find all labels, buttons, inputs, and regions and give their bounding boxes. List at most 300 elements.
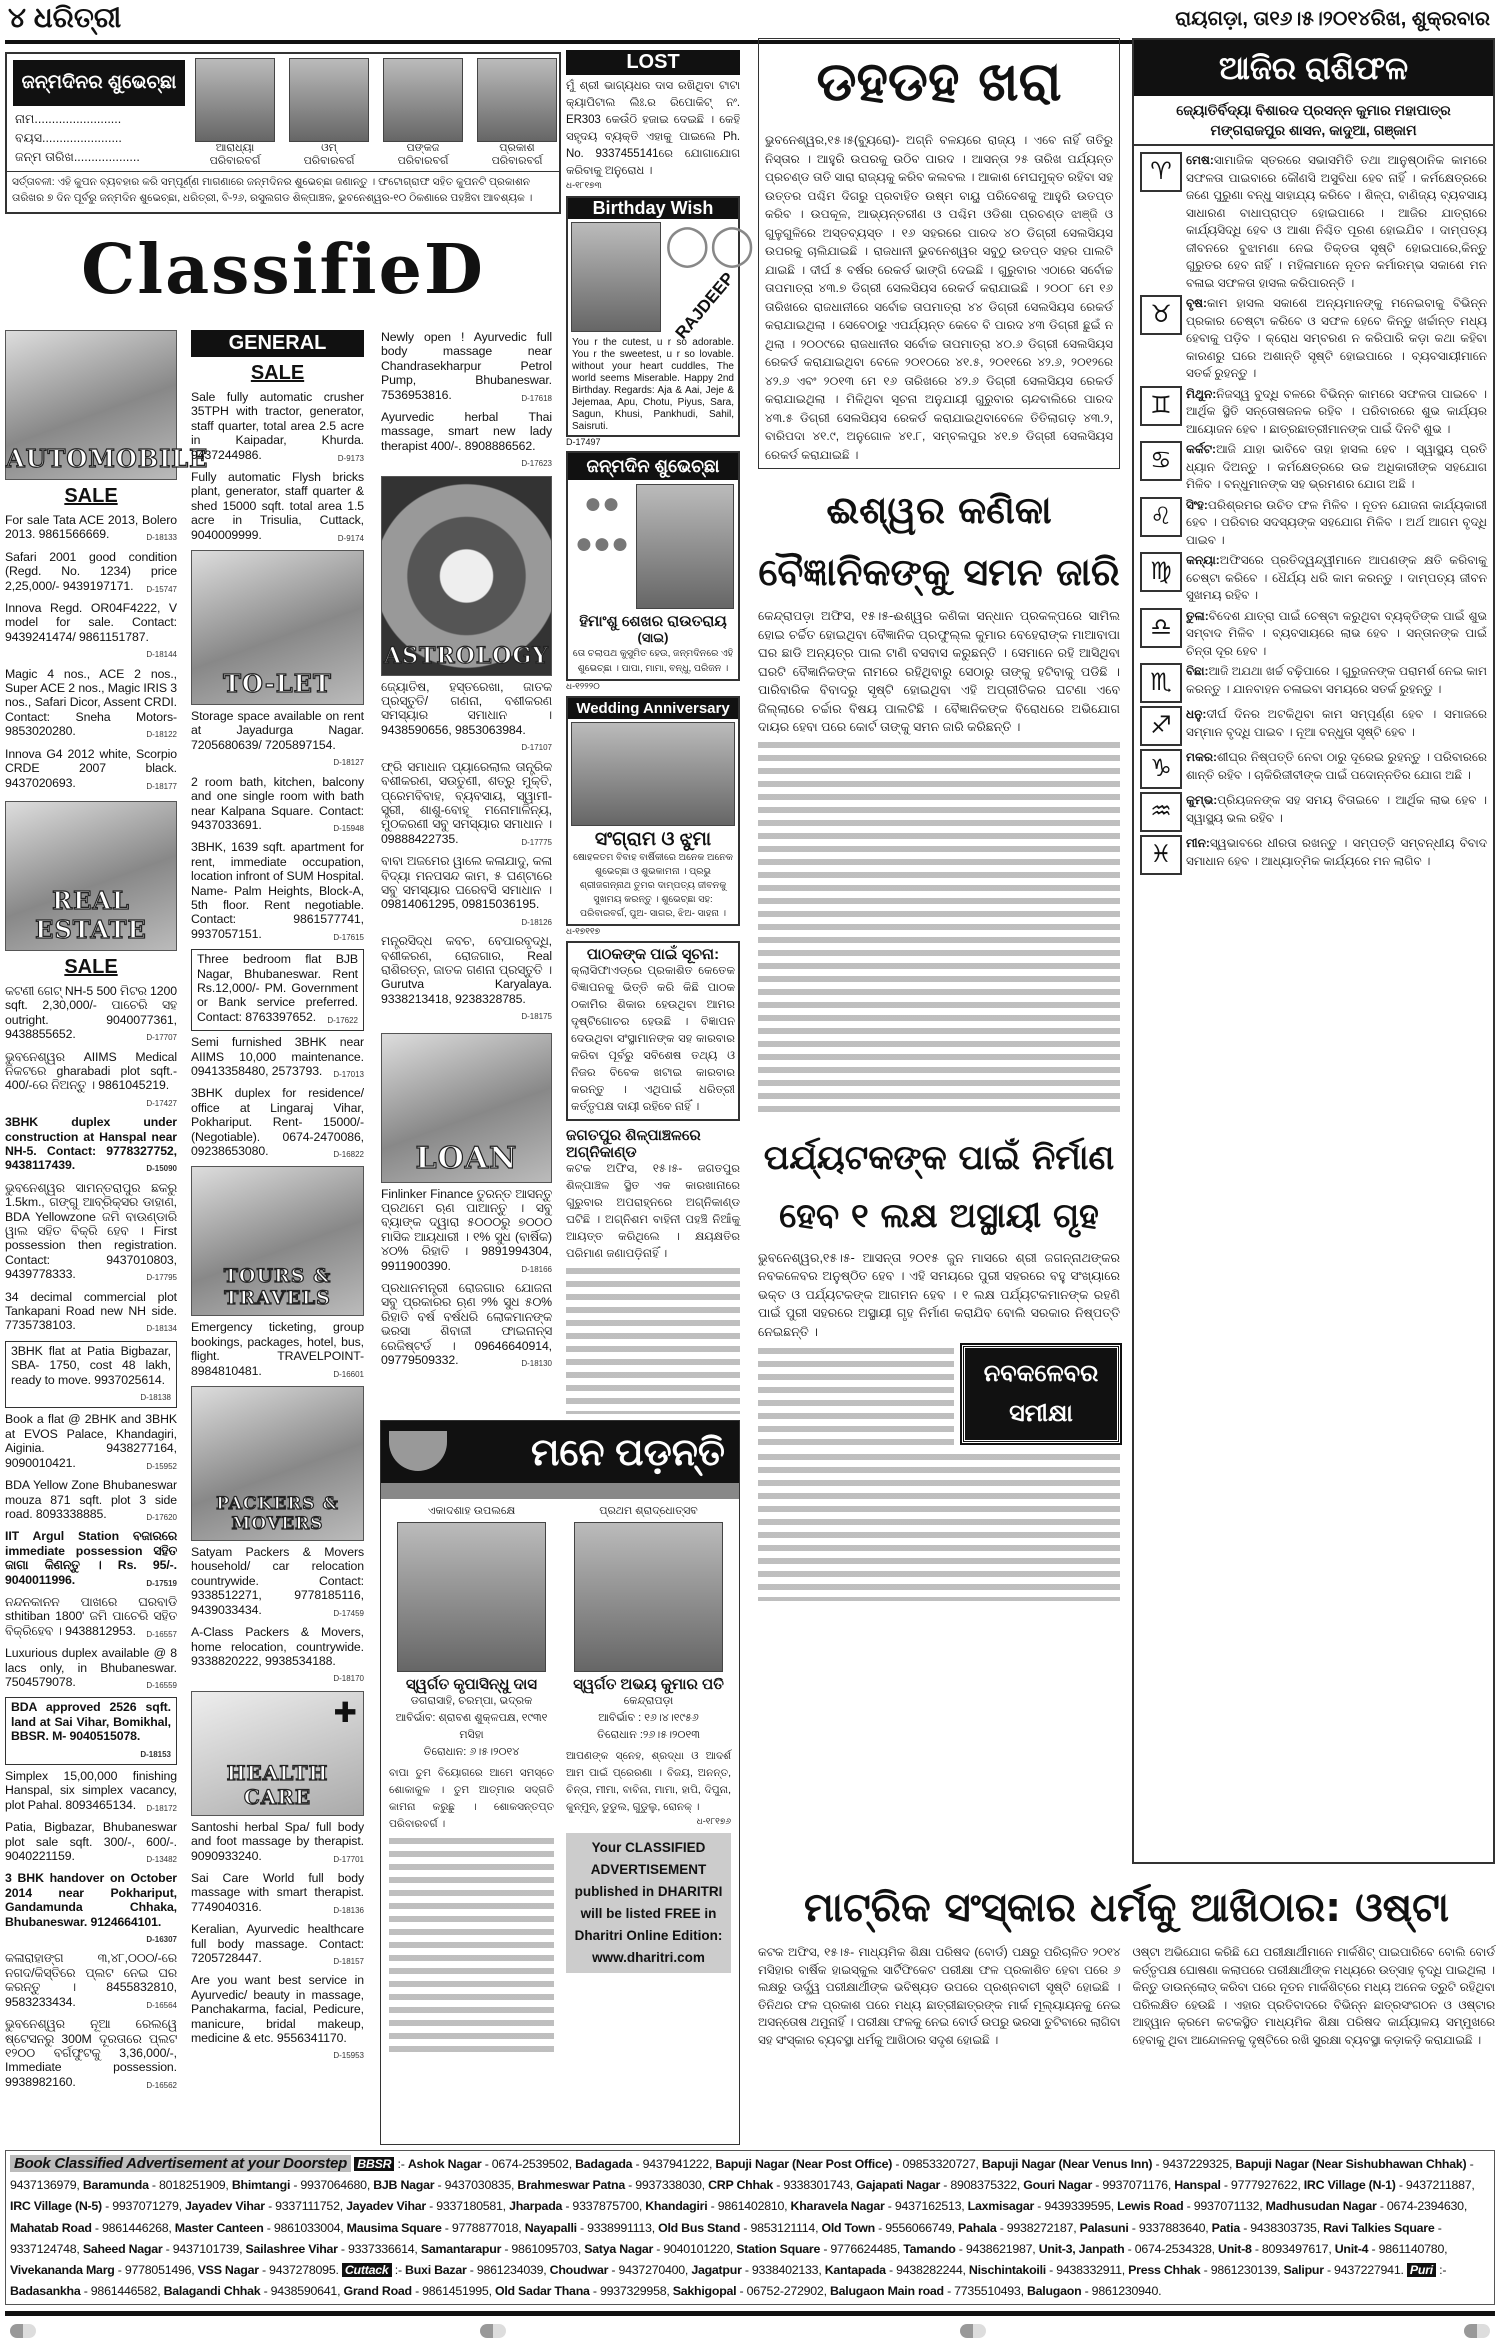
ad-code: D-17618 [521, 393, 552, 403]
ad-code: D-18175 [521, 1012, 552, 1022]
ad-code: D-17459 [333, 1608, 364, 1618]
tourist-housing-article [758, 1129, 1120, 1602]
booking-center-name: Choudwar [549, 2263, 609, 2278]
coupon-name-field[interactable]: ନାମ......................... [15, 112, 122, 126]
automobile-caption: AUTOMOBILE [6, 444, 209, 473]
ad-code: D-16559 [146, 1680, 177, 1690]
booking-center-name: Vivekananda Marg [10, 2263, 115, 2278]
reader-notice [566, 941, 740, 1121]
baby-photo [636, 484, 734, 609]
ad-text: ଭୁବନେଶ୍ୱର ସାମନ୍ତରାପୁର ଛକରୁ 1.5km., ଗଙ୍ଗୁ ଆବ୍ରିକ୍ସର ଡାହାଣ, BDA Yellowzone ଜମି ବାଉଣ୍ଡାରି ୱାଲ ସହିତ ବିକ୍ରି ହେବ । First possession then registration. Contact: 9437010803, 9439778333. [5, 1180, 177, 1282]
notice-title: ପାଠକଙ୍କ ପାଇଁ ସୂଚନା: [586, 946, 720, 963]
booking-center-phone: 9437227941 [1334, 2263, 1401, 2278]
birthday-greeting [566, 451, 740, 681]
booking-center-phone: 9338991113 [587, 2220, 652, 2235]
classified-ad [5, 1181, 177, 1286]
horoscope-entry [1140, 663, 1487, 703]
booking-center-phone: 8093497617 [1261, 2241, 1329, 2256]
booking-center-name: VSS Nagar [197, 2263, 259, 2278]
ad-text: Innova G4 2012 white, Scorpio CRDE 2007 black. 9437020693. [5, 746, 177, 790]
booking-center-name: Samantarapur [420, 2241, 502, 2256]
classified-ad [5, 550, 177, 597]
booking-center-name: Kharavela Nagar [790, 2199, 885, 2214]
ad-text: For sale Tata ACE 2013, Bolero 2013. 9861566669. [5, 513, 177, 542]
booking-center-name: Jharpada [509, 2199, 563, 2214]
packers-image [191, 1386, 364, 1541]
classified-ad [5, 1115, 177, 1177]
booking-center-name: Laxmisagar [967, 2199, 1035, 2214]
birthday-wish-text: You r the cutest, u r so adorable. You r the sweetest, u r so lovable. without your heart cuddles, The world seems Miserable. Happy 2nd Birthday. Regards: Aja & Aai, Jeje & Jejemaa, Apu, Chotu, Piyus, Sara, Sagun, Khusi, Pankhudi, Sahil, Saisruti. [572, 337, 734, 432]
booking-center-name: Balagandi Chhak [163, 2284, 261, 2299]
coupon-terms: ସର୍ତ୍ତାବଳୀ: ଏହି କୁପନ ବ୍ୟବହାର କରି ସମ୍ପୂର୍ଣ୍ଣ ମାଗଣାରେ ଜନ୍ମଦିନର ଶୁଭେଚ୍ଛା ଜଣାନ୍ତୁ । ଫଟୋଗ୍ରାଫ ସହିତ କୁପନଟି ପ୍ରକାଶନ ତାରିଖର ୭ ଦିନ ପୂର୍ବରୁ ଜନ୍ମଦିନ ଶୁଭେଚ୍ଛା, ଧରିତ୍ରୀ, ବି-୨୬, ରସୁଲଗଡ ଶିଳ୍ପାଞ୍ଚଳ, ଭୁବନେଶ୍ୱର-୧୦ ଠିକଣାରେ ପହଞ୍ଚିବା ଆବଶ୍ୟକ । [7, 171, 559, 208]
general-sale-list [191, 390, 364, 546]
classified-ad [381, 1187, 552, 1277]
classified-ad [191, 470, 364, 546]
memorial-person [566, 1505, 731, 2055]
ad-text: Santoshi herbal Spa/ full body and foot massage by therapist. 9090933240. [191, 1819, 364, 1863]
person-family: ପରିବାରବର୍ଗ [397, 155, 449, 167]
classified-ad [381, 934, 552, 1024]
classified-ad [381, 330, 552, 406]
booking-center-name: Saheed Nagar [82, 2241, 163, 2256]
classified-ad [381, 410, 552, 472]
booking-center-name: Old Town [821, 2220, 875, 2235]
booking-center-name: Balugaon [1026, 2284, 1082, 2299]
sign-name: ମକର: [1186, 750, 1217, 764]
booking-center-phone: 8908375322 [950, 2178, 1017, 2193]
ad-text: ଜ୍ୟୋତିଷ, ହସ୍ତରେଖା, ଜାତକ ପ୍ରସ୍ତୁତି/ ଗଣନା, ବଶୀକରଣ ସମସ୍ୟାର ସମାଧାନ । 9438590656, 9853063984. [381, 679, 552, 737]
ad-code: D-17107 [521, 743, 552, 753]
ad-text: Fully automatic Flysh bricks plant, generator, staff quarter & shed 15000 sqft. total area 1.5 acre in Trisulia, Cuttack, 9040009999. [191, 470, 364, 542]
man-photo [574, 1522, 723, 1672]
sign-name: ଧନୁ: [1186, 707, 1207, 721]
memorial-details: ଡଗରାସାହି, ଚରମ୍ପା, ଭଦ୍ରକ ଆବିର୍ଭାବ: ଶ୍ରାବଣ ଶୁକ୍ଳପକ୍ଷ, ୧୯୩୧ ମସିହା ତିରୋଧାନ: ୬।୫।୨୦୧୪ [395, 1695, 548, 1758]
ad-text: BDA approved 2526 sqft. land at Sai Vihar, Bomikhal, BBSR. M- 9040515078. [11, 1700, 171, 1744]
to-let-image [191, 550, 364, 705]
booking-center-phone: 9937338030 [635, 2178, 702, 2193]
booking-center-phone: 9040101220 [663, 2241, 730, 2256]
booking-center-phone: 9556066749 [885, 2220, 952, 2235]
booking-center-name: IRC Village (N-5) [10, 2199, 102, 2214]
horoscope-text [1186, 706, 1487, 746]
ad-text: କଟଣୀ ଗେଟ୍ NH-5 500 ମିଟର 1200 sqft. 2,30,000/- ପାଚେରି ସହ outright. 9040077361, 9438855652. [5, 983, 178, 1042]
coupon-dob-field[interactable]: ଜନ୍ମ ତାରିଖ................... [15, 150, 140, 164]
memorial-text: ଆପଣଙ୍କ ସ୍ନେହ, ଶ୍ରଦ୍ଧା ଓ ଆଦର୍ଶ ଆମ ପାଇଁ ପ୍ରେରଣା । ବିଜୟ, ଅନନ୍ତ, ଚିନ୍ତା, ମୀମା, ବାବିନା, ମାମା, ହାପି, ଦିପୁନା, କୁନ୍‌ମୁନ୍, ଡୁଡୁଲ, ଗୁଡୁଲୁ, ରୋନକ୍ । [566, 1750, 731, 1813]
health-list [191, 1820, 364, 2064]
ad-text: A-Class Packers & Movers, home relocation, countrywide. 9338820222, 9938534188. [191, 1625, 364, 1668]
sign-prediction: ସାମାଜିକ ସ୍ତରରେ ସଭାସମିତି ତଥା ଆନୁଷ୍ଠାନିକ କାମରେ ସଫଳତା ପାଇବାରେ କୌଣସି ଅସୁବିଧା ହେବ ନାହିଁ । କର୍ମକ୍ଷେତ୍ରରେ ଜଣେ ପୁରୁଣା ବନ୍ଧୁ ସାହାଯ୍ୟ କରିବେ । ଶିଳ୍ପ, ବାଣିଜ୍ୟ ବ୍ୟବସାୟ ସାଧାରଣ ବାଧାପ୍ରାପ୍ତ ହୋଇପାରେ । ଆଜିର ଯାତ୍ରାରେ କାର୍ଯ୍ୟସିଦ୍ଧି ହେବ ଓ ଆଶା ନିଶ୍ଚିତ ପୂରଣ ହୋଇଯିବ । ଦାମ୍ପତ୍ୟ ଜୀବନରେ ବୁଝାମଣା ନେଇ ତିକ୍ତତା ସୃଷ୍ଟି ହୋଇପାରେ,କିନ୍ତୁ ଗୁରୁତର ହେବ ନାହିଁ । ମହିଳାମାନେ ନୂତନ କର୍ମାରମ୍ଭ ସକାଶେ ମନ ବଳାଇ ସଫଳତା ହାସଲ କରିପାରନ୍ତି । [1186, 153, 1487, 290]
heat-article [758, 38, 1120, 469]
ad-text: Sale fully automatic crusher 35TPH with tractor, generator, staff quarter, total area 2.5 acre in Kaipadar, Khurda. 9437244986. [191, 390, 364, 462]
classified-ad [191, 1545, 364, 1621]
memorial-section [380, 1420, 740, 2145]
memorial-occasion: ଏକାଦଶାହ ଉପଲକ୍ଷେ [427, 1505, 516, 1517]
page-label: ୪ ଧରିତ୍ରୀ [8, 2, 122, 33]
booking-center-phone: 9937071279 [112, 2199, 179, 2214]
dharitri-link[interactable]: www.dharitri.com [592, 1950, 705, 1965]
ad-code: D-16562 [146, 2080, 177, 2090]
ad-code: D-18127 [333, 758, 364, 768]
birthday-coupon [5, 52, 561, 214]
horoscope-entry [1140, 608, 1487, 661]
ad-code: D-17701 [333, 1854, 364, 1864]
ad-text: ମନ୍ତ୍ରସିଦ୍ଧ କବଚ, ବେପାରବୃଦ୍ଧି, ବଶୀକରଣ, ରୋଜଗାର, Real ରାଶିରତ୍ନ, ଜାତକ ଗଣନା ପ୍ରସ୍ତୁତି । Gurutva Karyalaya. 9338213418, 9238328785. [381, 934, 552, 1006]
memorial-name: ସ୍ୱର୍ଗତ ଅଭୟ କୁମାର ପତି [573, 1676, 724, 1693]
coupon-age-field[interactable]: ବୟସ....................... [15, 131, 122, 145]
booking-center-name: Gouri Nagar [1023, 2178, 1093, 2193]
matric-body-left: କଟକ ଅଫିସ, ୧୫।୫- ମାଧ୍ୟମିକ ଶିକ୍ଷା ପରିଷଦ (ବୋର୍ଡ) ପକ୍ଷରୁ ପରିଚାଳିତ ୨୦୧୪ ମସିହାର ବାର୍ଷିକ ହାଇସ୍କୁଲ ସାର୍ଟିଫିକେଟ ପରୀକ୍ଷା ଫଳ ପ୍ରକାଶିତ ହେବା ପରେ ୬ ଲକ୍ଷରୁ ଊର୍ଦ୍ଧ୍ୱ ପରୀକ୍ଷାର୍ଥୀଙ୍କ ଭବିଷ୍ୟତ ଉପରେ ପ୍ରଶ୍ନବାଚୀ ସୃଷ୍ଟି ହୋଇଛି । ତିନିଥର ଫଳ ପ୍ରକାଶ ପରେ ମଧ୍ୟ ଛାତ୍ରୀଛାତ୍ରଙ୍କ ମାର୍କ ମୂଲ୍ୟାୟନକୁ ନେଇ ଅସନ୍ତୋଷ ଥମୁନାହିଁ । ପରୀକ୍ଷା ଫଳକୁ ନେଇ ବୋର୍ଡ ଉପରୁ ଭରସା ତୁଟିବାରେ ଲାଗିବା ସହ ସଂସ୍କାର ବ୍ୟବସ୍ଥା ଧର୍ମକୁ ଆଖିଠାର ସଦୃଶ ହୋଇଛି । [758, 1945, 1121, 2047]
classified-ad [381, 1281, 552, 1371]
booking-center-phone: 9437278095 [269, 2263, 336, 2278]
couple-photo [571, 722, 735, 826]
horoscope-entry [1140, 497, 1487, 550]
packers-list [191, 1545, 364, 1687]
zodiac-icon: ♒ [1140, 792, 1182, 832]
ad-text: Storage space available on rent at Jayadurga Nagar. 7205680639/ 7205897154. [191, 709, 364, 752]
horoscope-text [1186, 386, 1487, 439]
ad-text: 34 decimal commercial plot Tankapani Road new NH side. 7735738103. [5, 1289, 177, 1333]
ad-code: D-15747 [146, 584, 177, 594]
horoscope-entry [1140, 835, 1487, 875]
ad-text: Luxurious duplex available @ 8 lacs only, in Bhubaneswar. 7504579078. [5, 1646, 177, 1689]
booking-center-phone: 9337124748 [10, 2241, 77, 2256]
person-name: ପ୍ରକାଶ [499, 142, 535, 154]
ad-text: Safari 2001 good condition (Regd. No. 1234) price 2,25,000/- 9439197171. [5, 549, 177, 593]
booking-center-name: Gajapati Nagar [856, 2178, 941, 2193]
ad-text: Emergency ticketing, group bookings, packages, hotel, bus, flight. TRAVELPOINT-8984810481. [191, 1320, 364, 1378]
ad-code: D-15090 [146, 1164, 177, 1174]
loan-image [381, 1033, 552, 1183]
ad-code: D-18126 [521, 917, 552, 927]
memorial-person [389, 1505, 554, 2055]
classified-ad [191, 1625, 364, 1687]
ad-code: D-15952 [146, 1461, 177, 1471]
booking-center-name: Madhusudan Nagar [1265, 2199, 1377, 2214]
sale-heading: SALE [250, 362, 305, 384]
horoscope-title: ଆଜିର ରାଶିଫଳ [1134, 40, 1493, 96]
sign-prediction: ବିଦେଶ ଯାତ୍ରା ପାଇଁ ଚେଷ୍ଟା କରୁଥିବା ବ୍ୟକ୍ତିଙ୍କ ପାଇଁ ଶୁଭ ସମ୍ବାଦ ମିଳିବ । ବ୍ୟବସାୟରେ ଲାଭ ହେବ । ସନ୍ତାନଙ୍କ ପାଇଁ ଚିନ୍ତା ଦୂର ହେବ । [1186, 608, 1487, 658]
astrology-list [381, 680, 552, 1025]
booking-center-phone: 9337875700 [572, 2199, 639, 2214]
ad-text: 3BHK flat at Patia Bigbazar, SBA- 1750, cost 48 lakh, ready to move. 9937025614. [11, 1343, 171, 1387]
astrology-caption: ASTROLOGY [384, 642, 549, 669]
memorial-details: କେନ୍ଦ୍ରାପଡ଼ା ଆବିର୍ଭାବ : ୧୬।୪।୧୯୫୬ ତିରୋଧାନ :୨୬।୫।୨୦୧୩ [597, 1695, 700, 1741]
city-tag: Cuttack [342, 2263, 392, 2277]
diya-icon [389, 1431, 447, 1471]
booking-center-name: Jayadev Vihar [346, 2199, 426, 2214]
tours-caption: TOURS & TRAVELS [223, 1265, 332, 1310]
article-text-continued [566, 1265, 740, 1414]
god-particle-article [758, 479, 1120, 1119]
classified-ad [191, 709, 364, 771]
classified-ad [5, 1595, 177, 1642]
packers-caption: PACKERS & MOVERS [216, 1494, 339, 1535]
horoscope-entry [1140, 749, 1487, 789]
real-estate-image [5, 801, 177, 951]
booking-center-phone: 9937071176 [1102, 2178, 1168, 2193]
classified-ad [381, 680, 552, 756]
ad-code: D-15953 [333, 2051, 364, 2061]
booking-center-name: IRC Village (N-1) [1303, 2178, 1396, 2193]
health-care-image [191, 1691, 364, 1816]
ad-code: D-18138 [140, 1393, 171, 1403]
booking-center-phone: 9437162513 [894, 2199, 962, 2214]
birthday-name: RAJDEEP [671, 268, 738, 343]
child-photo [195, 58, 275, 142]
ad-code: D-17497 [566, 437, 601, 447]
ad-code: D-18136 [333, 1905, 364, 1915]
ad-code: D-13482 [146, 1855, 177, 1865]
classified-ad [5, 1341, 177, 1409]
memorial-text: ବାପା ତୁମ ବିୟୋଗରେ ଆମେ ସମସ୍ତେ ଶୋକାକୁଳ । ତୁମ ଆତ୍ମାର ସଦ୍‌ଗତି କାମନା କରୁଛୁ । ଶୋକସନ୍ତପ୍ତ ପରିବାରବର୍ଗ । [389, 1767, 554, 1830]
booking-center-name: Bapuji Nagar (Near Venus Inn) [981, 2157, 1153, 2171]
horoscope-list [1134, 146, 1493, 884]
booking-center-name: Old Sadar Thana [494, 2284, 590, 2299]
zodiac-icon: ♓ [1140, 835, 1182, 875]
booking-center-name: Balugaon Main road [829, 2284, 944, 2299]
booking-center-phone: 9337883640 [1138, 2220, 1206, 2235]
classified-ad [191, 949, 364, 1031]
ad-code: D-17623 [521, 459, 552, 469]
booking-center-name: Hanspal [1174, 2178, 1221, 2193]
booking-center-name: Sakhigopal [672, 2284, 737, 2299]
ad-code: D-16601 [333, 1369, 364, 1379]
person-family: ପରିବାରବର୍ଗ [491, 155, 543, 167]
sign-name: ସିଂହ: [1186, 497, 1208, 512]
horoscope-byline: ଜ୍ୟୋତିର୍ବିଦ୍ୟା ବିଶାରଦ ପ୍ରସନ୍ନ କୁମାର ମହାପାତ୍ର ମଙ୍ଗରାଜପୁର ଶାସନ, କାଦୁଆ, ଗଞ୍ଜାମ [1134, 96, 1493, 146]
ad-text: Satyam Packers & Movers household/ car relocation countrywide. Contact: 9338512271, 9778185116, 9439033434. [191, 1545, 364, 1617]
sign-name: ମେଷ: [1186, 153, 1214, 167]
ad-code: D-18172 [146, 1803, 177, 1813]
booking-center-name: Baramunda [82, 2178, 149, 2193]
horoscope-entry [1140, 552, 1487, 605]
man-photo [383, 58, 463, 142]
horoscope-text [1186, 552, 1487, 605]
ad-code: D-16822 [333, 1150, 364, 1160]
ad-text: BDA Yellow Zone Bhubaneswar mouza 871 sqft. plot 3 side road. 8093338885. [5, 1478, 177, 1521]
horoscope-text [1186, 497, 1487, 550]
sign-prediction: ପରିଶ୍ରମର ଉଚିତ ଫଳ ମିଳିବ । ନୂତନ ଯୋଜନା କାର୍ଯ୍ୟକାରୀ ହେବ । ପରିବାର ସଦସ୍ୟଙ୍କ ସହଯୋଗ ମିଳିବ । ଅର୍ଥ ଆଗମ ବୃଦ୍ଧି ପାଇବ । [1186, 497, 1487, 547]
sign-prediction: ସ୍ୱଭାବରେ ଧୀରତା ରଖନ୍ତୁ । ସମ୍ପତ୍ତି ସମ୍ବନ୍ଧୀୟ ବିବାଦ ସମାଧାନ ହେବ । ଆଧ୍ୟାତ୍ମିକ କାର୍ଯ୍ୟରେ ମନ ଲାଗିବ । [1186, 836, 1487, 868]
housing-headline: ପର୍ଯ୍ୟଟକଙ୍କ ପାଇଁ ନିର୍ମାଣ ହେବ ୧ ଲକ୍ଷ ଅସ୍ଥାୟୀ ଗୃହ [763, 1137, 1115, 1236]
classified-booking-centers: Book Classified Advertisement at your Doorstep BBSR :- Ashok Nagar - 0674-2539502, Badagada - 9437941222, Bapuji Nagar (Near Post Office) - 09853320727, Bapuji Nagar (Near Venus Inn) - 9437229325, Bapuji Nagar (Near Sishubhawan Chhak) - 9437136979, Baramunda - 8018251909, Bhimtangi - 9937064680, BJB Nagar - 9437030835, Brahmeswar Patna - 9937338030, CRP Chhak - 9338301743, Gajapati Nagar - 8908375322, Gouri Nagar - 9937071176, Hanspal - 9777927622, IRC Village (N-1) - 9437211887, IRC Village (N-5) - 9937071279, Jayadev Vihar - 9337111752, Jayadev Vihar - 9337180581, Jharpada - 9337875700, Khandagiri - 9861402810, Kharavela Nagar - 9437162513, Laxmisagar - 9439339595, Lewis Road - 9937071132, Madhusudan Nagar - 0674-2394630, Mahatab Road - 9861446268, Master Canteen - 9861033004, Mausima Square - 9778877018, Nayapalli - 9338991113, Old Bus Stand - 9853121114, Old Town - 9556066749, Pahala - 9938272187, Palasuni - 9337883640, Patia - 9438303735, Ravi Talkies Square - 9337124748, Saheed Nagar - 9437101739, Sailashree Vihar - 9337336614, Samantarapur - 9861095703, Satya Nagar - 9040101220, Station Square - 9776624485, Tamando - 9438621987, Unit-3, Janpath - 0674-2534328, Unit-8 - 8093497617, Unit-4 - 9861140780, Vivekananda Marg - 9778051496, VSS Nagar - 9437278095. Cuttack :- Buxi Bazar - 9861234039, Choudwar - 9437270400, Jagatpur - 9338402133, Kantapada - 9438282244, Nischintakoili - 9438332911, Press Chhak - 9861230139, Salipur - 9437227941. Puri :- Badasankha - 9861446582, Balagandi Chhak - 9438590641, Grand Road - 9861451995, Old Sadar Thana - 9937329958, Sakhigopal - 06752-272902, Balugaon Main road - 7735510493, Balugaon - 9861230940. [5, 2150, 1495, 2305]
ad-text: ବାବା ଅଜମେର ୱାଲେ କଳାଯାଦୁ, କଳା ବିଦ୍ୟା ମନପସନ୍ଦ କାମ, ୫ ଘଣ୍ଟାରେ ସବୁ ସମସ୍ୟାର ଘରେବସି ସମାଧାନ । 09814061295, 09815036195. [381, 854, 552, 912]
column-astrology-loan [381, 330, 552, 1371]
ad-text: ନନ୍ଦନକାନନ ପାଖରେ ଘରବାଡି sthitiban 1800' ଜମି ପାଚେରି ସହିତ ବିକ୍ରିହେବ । 9438812953. [5, 1594, 177, 1638]
child-photo [571, 222, 661, 332]
classified-ad [191, 1320, 364, 1378]
booking-center-phone: 9437136979 [10, 2178, 77, 2193]
ad-code: D-9174 [337, 533, 364, 543]
ad-text: Keralian, Ayurvedic healthcare full body massage. Contact: 7205728447. [191, 1922, 364, 1965]
column-general [191, 330, 364, 2064]
booking-center-name: Patia [1211, 2220, 1240, 2235]
article-text-continued [758, 1345, 954, 1445]
ad-text: Magic 4 nos., ACE 2 nos., Super ACE 2 nos., Magic IRIS 3 nos., Safari Dicor, Assent CRDI. Contact: Sneha Motors-9853020280. [5, 666, 177, 739]
ad-code: D-18166 [521, 1264, 552, 1274]
classified-ad [5, 984, 177, 1046]
ad-code: D-18134 [146, 1324, 177, 1334]
booking-center-phone: 8018251909 [159, 2178, 226, 2193]
booking-center-name: Lewis Road [1117, 2199, 1184, 2214]
matric-body-right: ଓଷ୍ଟା ଅଭିଯୋଗ କରିଛି ଯେ ପରୀକ୍ଷାର୍ଥୀମାନେ ମାର୍କଶିଟ୍ ପାଇପାରିବେ ବୋଲି ବୋର୍ଡ କର୍ତ୍ତୃପକ୍ଷ ଘୋଷଣା କଲାପରେ ପରୀକ୍ଷାର୍ଥୀଙ୍କ ମଧ୍ୟରେ ଉତ୍ସାହ ବୃଦ୍ଧି ପାଇଥିଲା । କିନ୍ତୁ ଡାଉନ୍‌ଲୋଡ୍ କରିବା ପରେ ନୂତନ ମାର୍କଶିଟ୍‌ରେ ମଧ୍ୟ ଅନେକ ତ୍ରୁଟି ରହିଥିବା ପରିଲକ୍ଷିତ ହେଉଛି । ଏହାର ପ୍ରତିବାଦରେ ବିଭିନ୍ନ ଛାତ୍ରସଂଗଠନ ଓ ଓଷ୍ଟାର ଆହ୍ୱାନ କ୍ରମେ କଟକସ୍ଥିତ ମାଧ୍ୟମିକ ଶିକ୍ଷା ପରିଷଦ କାର୍ଯ୍ୟାଳୟ ସମ୍ମୁଖରେ ହେବାକୁ ଥିବା ଆନ୍ଦୋଳନକୁ ଦୃଷ୍ଟିରେ ରଖି ସୁରକ୍ଷା ବ୍ୟବସ୍ଥା କଡ଼ାକଡ଼ି କରାଯାଇଛି । [1132, 1945, 1495, 2047]
classified-ad [5, 1529, 177, 1591]
ad-code: D-17707 [146, 1033, 177, 1043]
column-personal [566, 50, 755, 1414]
sign-prediction: ଶୀଘ୍ର ନିଷ୍ପତ୍ତି ନେବା ଠାରୁ ଦୂରେଇ ରୁହନ୍ତୁ । ପରିବାରରେ ଶାନ୍ତି ରହିବ । ଚାକିରିଜୀବୀଙ୍କ ପାଇଁ ପଦୋନ୍ନତିର ଯୋଗ ଅଛି । [1186, 750, 1487, 782]
booking-center-phone: 9853121114 [750, 2220, 816, 2235]
booking-center-phone: 9338402133 [751, 2263, 819, 2278]
horoscope-text [1186, 749, 1487, 789]
booking-center-phone: 9438303735 [1250, 2220, 1317, 2235]
balloons-icon: ●● ●●● [574, 487, 630, 560]
ad-code: D-16564 [146, 2000, 177, 2010]
horoscope-entry [1140, 441, 1487, 494]
booking-center-name: Old Bus Stand [658, 2220, 741, 2235]
coupon-title: ଜନ୍ମଦିନର ଶୁଭେଚ୍ଛା [13, 60, 185, 106]
lost-title: LOST [566, 50, 740, 75]
classified-ad [191, 1973, 364, 2063]
ad-code: D-15948 [333, 823, 364, 833]
booking-center-phone: 9437211887 [1405, 2178, 1472, 2193]
ad-code: D-16307 [146, 1935, 177, 1945]
booking-center-phone: 9439339595 [1044, 2199, 1111, 2214]
boy-photo [289, 58, 369, 142]
sign-prediction: ଅଫିସରେ ପ୍ରତିଦ୍ୱନ୍ଦ୍ୱୀମାନେ ଆପଣଙ୍କ କ୍ଷତି କରିବାକୁ ଚେଷ୍ଟା କରିବେ । ଧୈର୍ଯ୍ୟ ଧରି କାମ କରନ୍ତୁ । ଦାମ୍ପତ୍ୟ ଜୀବନ ସୁଖମୟ ରହିବ । [1186, 553, 1487, 602]
booking-center-phone: 0674-2394630 [1386, 2199, 1464, 2214]
wedding-anniversary [566, 696, 740, 926]
ad-text: 3BHK duplex for residence/ office at Lingaraj Vihar, Pokhariput. Rent- 15000/- (Negotiable). 0674-2470086, 09238653080. [191, 1086, 364, 1159]
birthday-wish [566, 196, 755, 437]
birthday-wish-title: Birthday Wish [568, 198, 738, 219]
housing-body: ଭୁବନେଶ୍ୱର,୧୫।୫- ଆସନ୍ତା ୨୦୧୫ ଜୁନ ମାସରେ ଶ୍ରୀ ଜଗନ୍ନାଥଙ୍କର ନବକଳେବର ଅନୁଷ୍ଠିତ ହେବ । ଏହି ସମୟରେ ପୁରୀ ସହରରେ ବହୁ ସଂଖ୍ୟାରେ ଭକ୍ତ ଓ ପର୍ଯ୍ୟଟକଙ୍କ ଆଗମନ ହେବ । ୧ ଲକ୍ଷ ପର୍ଯ୍ୟଟକମାନଙ୍କ ରହଣି ପାଇଁ ପୁରୀ ସହରରେ ଅସ୍ଥାୟୀ ଗୃହ ନିର୍ମାଣ କରାଯିବ ବୋଲି ସରକାର ନିଷ୍ପତ୍ତି ନେଇଛନ୍ତି । [758, 1250, 1120, 1339]
automobile-image [5, 330, 209, 480]
ad-text: Innova Regd. OR04F4222, V model for sale. Contact: 9439241474/ 9861151787. [5, 601, 177, 644]
astrology-image [381, 476, 552, 676]
ad-text: ଭୁବନେଶ୍ୱର AIIMS Medical ନିକଟରେ gharabadi plot sqft.- 400/-ରେ ନିଅନ୍ତୁ । 9861045219. [5, 1049, 177, 1093]
memorial-occasion: ପ୍ରଥମ ଶ୍ରାଦ୍ଧୋତ୍ସବ [599, 1505, 698, 1517]
booking-center-name: Station Square [736, 2241, 821, 2256]
ad-code: D-18177 [146, 781, 177, 791]
booking-center-phone: 09853320727 [902, 2157, 976, 2171]
booking-center-phone: 9437941222 [642, 2157, 709, 2171]
article-text-continued [758, 1451, 1120, 1601]
horoscope-section [1132, 38, 1495, 1864]
lost-text: ମୁଁ ଶ୍ରୀ ଭାଗ୍ୟଧର ଦାସ ରଖିଥିବା ଟାଟା କ୍ୟାପିଟାଲ ଲିଃ.ର ରିପୋକିଟ୍ ନଂ. ER303 କେଉଁଠି ହଜାଇ ଦେଇଛି । କେହି ସହୃଦୟ ବ୍ୟକ୍ତି ଏହାକୁ ପାଇଲେ Ph. No. 9337455141ରେ ଯୋଗାଯୋଗ କରିବାକୁ ଅନୁରୋଧ । [566, 80, 740, 177]
footer-lead: Book Classified Advertisement at your Doorstep [10, 2155, 351, 2172]
ad-code: D-18122 [146, 730, 177, 740]
ad-code: ଧ-୧୭୧୧୭ [566, 926, 601, 936]
horoscope-text [1186, 295, 1487, 383]
ad-text: Newly open ! Ayurvedic full body massage near Chandrasekharpur Petrol Pump, Bhubaneswar. 7536953816. [381, 330, 552, 402]
zodiac-icon: ♈ [1140, 152, 1182, 192]
general-heading: GENERAL [191, 330, 364, 357]
auto-sale-list [5, 513, 177, 794]
classified-ad [5, 1412, 177, 1474]
booking-center-phone: 0674-2539502 [491, 2157, 569, 2171]
ad-text: 2 room bath, kitchen, balcony and one single room with bath near Kalpana Square. Contact: 9437033691. [191, 774, 364, 832]
heat-body: ଭୁବନେଶ୍ୱର,୧୫।୫(ବ୍ୟୁରୋ)- ଅଗ୍ନି ବଳୟରେ ରାଜ୍ୟ । ଏବେ ନାହିଁ ତାତିରୁ ନିସ୍ତାର । ଆହୁରି ଉପରକୁ ଉଠିବ ପାରଦ । ଆସନ୍ତା ୨୫ ତାରିଖ ପର୍ଯ୍ୟନ୍ତ ପ୍ରଚଣ୍ଡ ତାତି ସାରା ରାଜ୍ୟକୁ କରିବ କଲବଲ । ଆକାଶ ମେଘମୁକ୍ତ ରହିବା ସହ ଉତ୍ତର ପଶ୍ଚିମ ଦିଗରୁ ପ୍ରବାହିତ ଉଷ୍ମ ବାୟୁ ପରିବେଶକୁ ଆହୁରି ଉତପ୍ତ କରିବ । ଉପକୂଳ, ଆଭ୍ୟନ୍ତରୀଣ ଓ ପଶ୍ଚିମ ଓଡିଶା ପ୍ରଚଣ୍ଡ ଝାଞ୍ଜି ଓ ଗୁଳୁଗୁଳିରେ ଅସ୍ତବ୍ୟସ୍ତ । ୧୬ ସହରରେ ପାରଦ ୪୦ ଡିଗ୍ରୀ ସେଲସିୟସ ଉପରକୁ ଚାଲିଯାଇଛି । ରାଜଧାନୀ ଭୁବନେଶ୍ୱର ସବୁଠୁ ଉତପ୍ତ ସହର ପାଲଟି ଯାଇଛି । ଦୀର୍ଘ ୫ ବର୍ଷର ରେକର୍ଡ ଭାଙ୍ଗି ଦେଇଛି । ଗୁରୁବାର ଏଠାରେ ସର୍ବୋଚ୍ଚ ତାପମାତ୍ରା ୪୩.୭ ଡିଗ୍ରୀ ସେଲସିୟସ ରେକର୍ଡ କରାଯାଇଛି । ୨୦୦୮ ମେ ୧୬ ତାରିଖରେ ରାଜଧାନୀରେ ସର୍ବୋଚ୍ଚ ତାପମାତ୍ରା ୪୪ ଡିଗ୍ରୀ ସେଲସିୟସ ରେକର୍ଡ କରାଯାଇଥିଲା । ସେବେଠାରୁ ଏପର୍ଯ୍ୟନ୍ତ କେବେ ବି ପାରଦ ୪୩ ଡିଗ୍ରୀ ଛୁଇଁ ନ ଥିଲା । ୨୦୦୯ରେ ରାଜଧାନୀର ସର୍ବୋଚ୍ଚ ତାପମାତ୍ରା ୪୦.୬ ଡିଗ୍ରୀ ସେଲସିୟସ ରେକର୍ଡ କରାଯାଇଥିବା ବେଳେ ୨୦୧୦ରେ ୪୧.୫, ୨୦୧୧ରେ ୪୨.୬, ୨୦୧୨ରେ ୪୨.୬ ଏବଂ ୨୦୧୩ ମେ ୧୬ ତାରିଖରେ ୪୨.୬ ଡିଗ୍ରୀ ସେଲସିୟସ ରେକର୍ଡ କରାଯାଇଥିଲା । ମିଳିଥିବା ସୂଚନା ଅନୁଯାୟୀ ଗୁରୁବାର ଚାନ୍ଦବାଲିରେ ପାରଦ ୪୩.୫ ଡିଗ୍ରୀ ସେଲସିୟସ ରେକର୍ଡ କରାଯାଇଥିବାବେଳେ ତିତିଲାଗଡ଼ ୪୩.୨, ବାରିପଦା ୪୧.୯, ଅନୁଗୋଳ ୪୧.୮, ସମ୍ବଲପୁର ୪୧.୭ ଡିଗ୍ରୀ ସେଲସିୟସ ରେକର୍ଡ କରାଯାଇଛି । [765, 133, 1113, 462]
ad-code: D-17622 [327, 1015, 358, 1025]
sign-prediction: କାମ ହାସଲ ସକାଶେ ଅନ୍ୟମାନଙ୍କୁ ମନେଇବାକୁ ବିଭିନ୍ନ ପ୍ରକାର ଚେଷ୍ଟା କରିବେ ଓ ସଫଳ ହେବେ କିନ୍ତୁ ଖର୍ଚ୍ଚାନ୍ତ ମଧ୍ୟ ହେବାକୁ ପଡ଼ିବ । କ୍ରୋଧ ସମ୍ବରଣ ନ କରିପାରି କଡ଼ା କଥା କହିବା କାରଣରୁ ଘରେ ଅଶାନ୍ତି ସୃଷ୍ଟି ହୋଇପାରେ । ବ୍ୟବସାୟୀମାନେ ସତର୍କ ରୁହନ୍ତୁ । [1186, 296, 1487, 380]
sign-name: ମୀନ: [1186, 836, 1210, 850]
ad-text: ଭୁବନେଶ୍ୱର ନୂଆ ରେଲୱେ ଷ୍ଟେସନରୁ 300M ଦୂରତାରେ ପ୍ଲଟ ୧୨୦୦ ବର୍ଗଫୁଟକୁ 3,36,000/-, Immediate possession. 9938982160. [5, 2017, 177, 2089]
booking-center-name: Jagatpur [691, 2263, 742, 2278]
ad-text: 3BHK duplex under construction at Hanspal near NH-5. Contact: 9778327752, 9438117439. [5, 1115, 177, 1173]
classified-ad [381, 760, 552, 850]
ad-code: D-9173 [337, 453, 364, 463]
classified-ad [5, 1951, 177, 2013]
ad-code: ଧ-୧୮୧୭୩ [566, 180, 602, 190]
booking-center-name: BJB Nagar [373, 2178, 435, 2193]
booking-center-phone: 7735510493 [954, 2284, 1021, 2299]
booking-center-name: Tamando [903, 2241, 956, 2256]
booking-center-name: Bhimtangi [231, 2178, 291, 2193]
to-let-caption: TO-LET [223, 669, 332, 699]
booking-center-phone: 9861451995 [422, 2284, 489, 2299]
ad-text: Sai Care World full body massage with smart therapist. 7749040316. [191, 1870, 364, 1914]
memorial-banner [381, 1421, 739, 1499]
real-estate-list [5, 984, 177, 2093]
classified-ad [5, 1478, 177, 1525]
zodiac-icon: ♐ [1140, 706, 1182, 746]
booking-center-phone: 9861234039 [476, 2263, 544, 2278]
classified-ad [5, 513, 177, 546]
ad-code: ଧ-୧୮୧୭୬ [696, 1816, 731, 1826]
middle-articles [758, 38, 1120, 1601]
classified-ad [5, 667, 177, 743]
elderly-man-photo [397, 1522, 546, 1672]
booking-center-phone: 9778877018 [451, 2220, 519, 2235]
nabakalebara-box: ନବକଳେବର ସମୀକ୍ଷା [962, 1345, 1120, 1443]
edition-date: ରାୟଗଡ଼ା, ତା୧୬।୫।୨୦୧୪ରିଖ, ଶୁକ୍ରବାର [1175, 8, 1490, 30]
sign-prediction: ନିଜସ୍ୱ ବୁଦ୍ଧି ବଳରେ ବିଭିନ୍ନ କାମରେ ସଫଳତା ପାଇବେ । ଆର୍ଥିକ ସ୍ଥିତି ସନ୍ତୋଷଜନକ ରହିବ । ପରିବାରରେ ଶୁଭ କାର୍ଯ୍ୟର ଆୟୋଜନ ହେବ । ଛାତ୍ରଛାତ୍ରୀମାନଙ୍କ ପାଇଁ ଦିନଟି ଶୁଭ । [1186, 386, 1487, 436]
sale-heading: SALE [64, 955, 118, 978]
column-automobile-realestate [5, 330, 209, 2093]
ad-text: Are you want best service in Ayurvedic/ beauty in massage, Panchakarma, facial, Pedicure, manicure, bridal makeup, medicine & etc. 9556341170. [191, 1973, 364, 2045]
ad-code: D-17615 [333, 932, 364, 942]
city-tag: Puri [1407, 2263, 1436, 2277]
booking-center-phone: 9337111752 [275, 2199, 340, 2214]
booking-center-phone: 9937064680 [300, 2178, 367, 2193]
horoscope-text [1186, 152, 1487, 292]
booking-center-phone: 9437030835 [444, 2178, 512, 2193]
person-name: ପଙ୍କଜ [406, 142, 440, 154]
city-tag: BBSR [354, 2157, 394, 2171]
tours-list [191, 1320, 364, 1382]
zodiac-icon: ♎ [1140, 608, 1182, 648]
zodiac-icon: ♍ [1140, 552, 1182, 592]
booking-center-phone: 9438590641 [270, 2284, 338, 2299]
ad-code: D-18130 [521, 1359, 552, 1369]
booking-center-phone: 9337180581 [436, 2199, 503, 2214]
booking-center-phone: 06752-272902 [746, 2284, 824, 2299]
booking-center-name: Bapuji Nagar (Near Sishubhawan Chhak) [1235, 2157, 1467, 2171]
booking-center-name: Satya Nagar [584, 2241, 654, 2256]
zodiac-icon: ♉ [1140, 295, 1182, 335]
ad-code: D-17775 [521, 837, 552, 847]
article-text-continued [758, 739, 1120, 1119]
booking-center-phone: 9437101739 [172, 2241, 240, 2256]
classified-ad [5, 1871, 177, 1947]
ad-code: D-17427 [146, 1098, 177, 1108]
booking-center-name: Brahmeswar Patna [517, 2178, 625, 2193]
booking-center-name: Buxi Bazar [405, 2263, 467, 2278]
booking-center-name: Palasuni [1079, 2220, 1129, 2235]
lost-notice [566, 50, 740, 191]
balloons-icon: ◯◯ RAJDEEP [665, 223, 755, 343]
booking-center-name: Bapuji Nagar (Near Post Office) [715, 2157, 893, 2171]
